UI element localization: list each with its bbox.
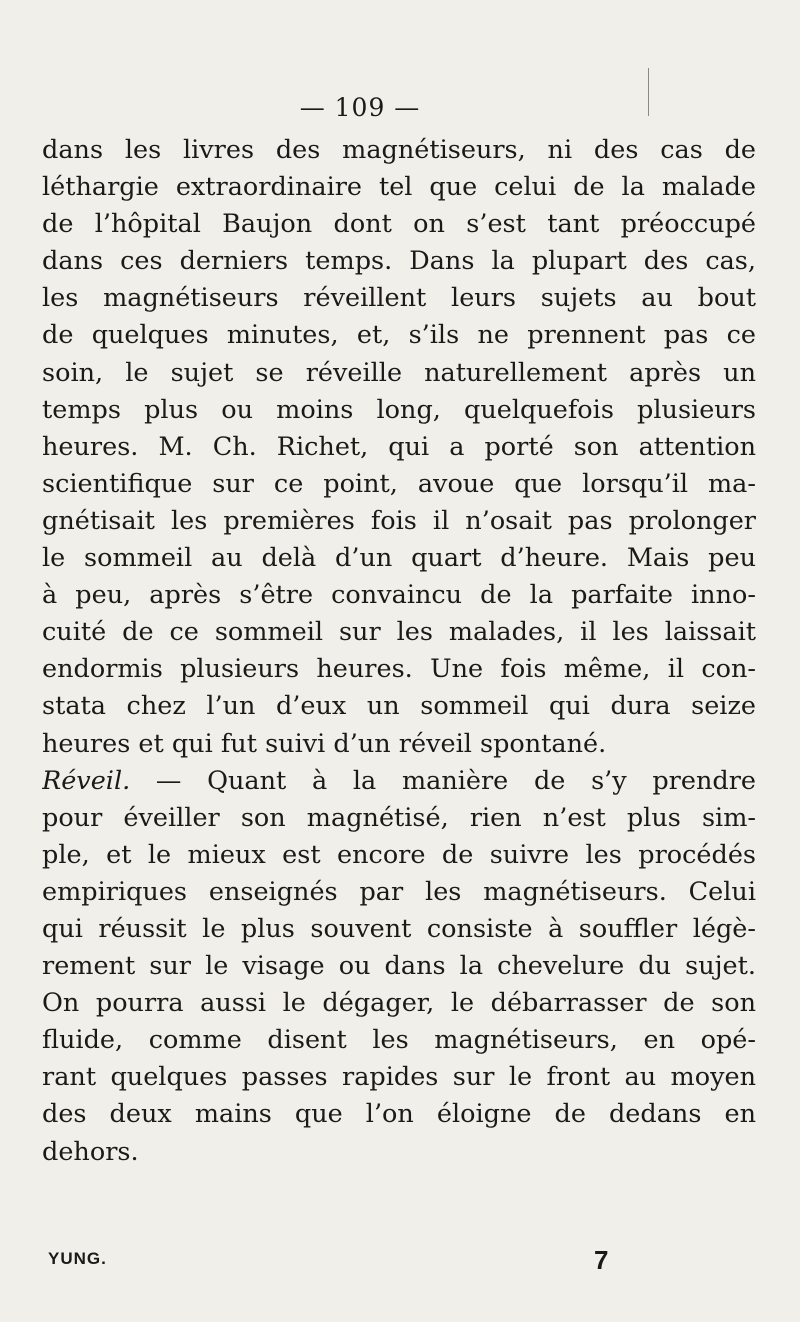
text-line: pour éveiller son magnétisé, rien n’est plus sim- (42, 802, 756, 833)
text-line: de quelques minutes, et, s’ils ne prennent pas ce (42, 320, 756, 351)
text-line: fluide, comme disent les magnétiseurs, en opé- (42, 1025, 756, 1056)
body-text (42, 132, 756, 1171)
page-edge-mark (648, 68, 649, 116)
section-heading: Réveil. (42, 765, 131, 796)
text-line: empiriques enseignés par les magnétiseurs. Celui (42, 876, 756, 907)
text-line: des deux mains que l’on éloigne de dedans en (42, 1099, 756, 1130)
text-line: qui réussit le plus souvent consiste à souffler légè- (42, 913, 756, 944)
text-line: de l’hôpital Baujon dont on s’est tant préoccupé (42, 209, 756, 240)
text-line: dehors. (42, 1136, 139, 1167)
text-line: On pourra aussi le dégager, le débarrasser de son (42, 988, 756, 1019)
text-line: léthargie extraordinaire tel que celui de la malade (42, 172, 756, 203)
text-line: scientifique sur ce point, avoue que lorsqu’il ma- (42, 468, 756, 499)
text-line: cuité de ce sommeil sur les malades, il les laissait (42, 617, 756, 648)
section-first-line-text: — Quant à la manière de s’y prendre (130, 765, 756, 796)
text-line: rement sur le visage ou dans la chevelure du sujet. (42, 951, 756, 982)
signature-mark: YUNG. (48, 1249, 107, 1268)
text-line: à peu, après s’être convaincu de la parfaite inno- (42, 580, 756, 611)
sheet-number: 7 (594, 1245, 609, 1275)
text-line: temps plus ou moins long, quelquefois plusieurs (42, 394, 756, 425)
page-number: — 109 — (299, 93, 421, 122)
text-line: heures. M. Ch. Richet, qui a porté son attention (42, 431, 756, 462)
text-line: rant quelques passes rapides sur le front au moyen (42, 1062, 756, 1093)
text-line: les magnétiseurs réveillent leurs sujets au bout (42, 283, 756, 314)
text-line: heures et qui fut suivi d’un réveil spontané. (42, 728, 607, 759)
text-line: dans les livres des magnétiseurs, ni des cas de (42, 135, 756, 165)
text-line: le sommeil au delà d’un quart d’heure. Mais peu (42, 543, 756, 574)
text-line: endormis plusieurs heures. Une fois même, il con- (42, 654, 756, 685)
text-line: ple, et le mieux est encore de suivre les procédés (42, 839, 756, 870)
text-line: dans ces derniers temps. Dans la plupart des cas, (42, 246, 756, 277)
section-first-line (42, 763, 756, 800)
page-footer (48, 1245, 748, 1275)
text-line: gnétisait les premières fois il n’osait pas prolonger (42, 505, 756, 536)
text-line: stata chez l’un d’eux un sommeil qui dura seize (42, 691, 756, 722)
text-line: soin, le sujet se réveille naturellement après un (42, 357, 756, 388)
